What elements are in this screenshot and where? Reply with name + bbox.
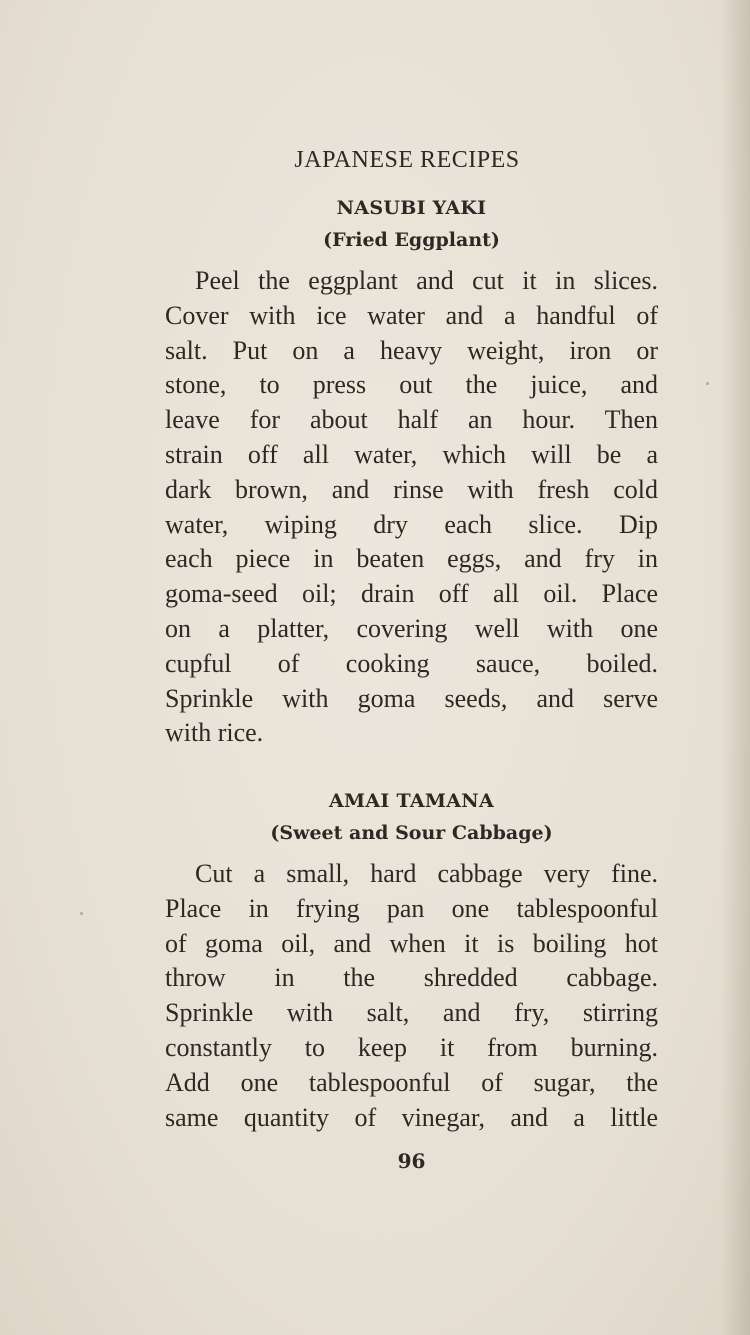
text-line: salt. Put on a heavy weight, iron or [165,335,658,365]
recipe-body-1 [165,264,658,751]
text-line: Peel the eggplant and cut it in slices. [195,266,658,295]
text-line: throw in the shredded cabbage. [165,963,658,993]
text-line: Place in frying pan one tablespoonful [165,893,658,923]
page-number: 96 [397,1149,426,1173]
text-line: strain off all water, which will be a [165,439,658,469]
text-line: Add one tablespoonful of sugar, the [165,1067,658,1097]
text-line: leave for about half an hour. Then [165,405,658,435]
text-line: Sprinkle with goma seeds, and serve [165,683,658,713]
text-line: stone, to press out the juice, and [165,370,658,400]
paper-speck [650,346,652,348]
text-line: Cover with ice water and a handful of [165,300,658,330]
text-line: each piece in beaten eggs, and fry in [165,544,658,574]
recipe-title-1: NASUBI YAKI [336,197,487,219]
recipe-subtitle-2: (Sweet and Sour Cabbage) [270,822,553,844]
text-line: on a platter, covering well with one [165,613,658,643]
text-line: Cut a small, hard cabbage very fine. [195,859,658,888]
text-line: dark brown, and rinse with fresh cold [165,474,658,504]
text-line: cupful of cooking sauce, boiled. [165,648,658,678]
recipe-title-2: AMAI TAMANA [328,790,495,812]
text-line: of goma oil, and when it is boiling hot [165,928,658,958]
text-line: water, wiping dry each slice. Dip [165,509,658,539]
text-line: same quantity of vinegar, and a little [165,1102,658,1132]
recipe-body-2 [165,857,658,1135]
paper-speck [80,912,83,915]
paper-speck [706,382,709,385]
running-head: JAPANESE RECIPES [294,147,520,173]
text-line: with rice. [165,718,264,748]
text-line: Sprinkle with salt, and fry, stirring [165,998,658,1028]
text-line: constantly to keep it from burning. [165,1032,658,1062]
text-line: goma-seed oil; drain off all oil. Place [165,579,658,609]
recipe-subtitle-1: (Fried Eggplant) [323,229,500,251]
